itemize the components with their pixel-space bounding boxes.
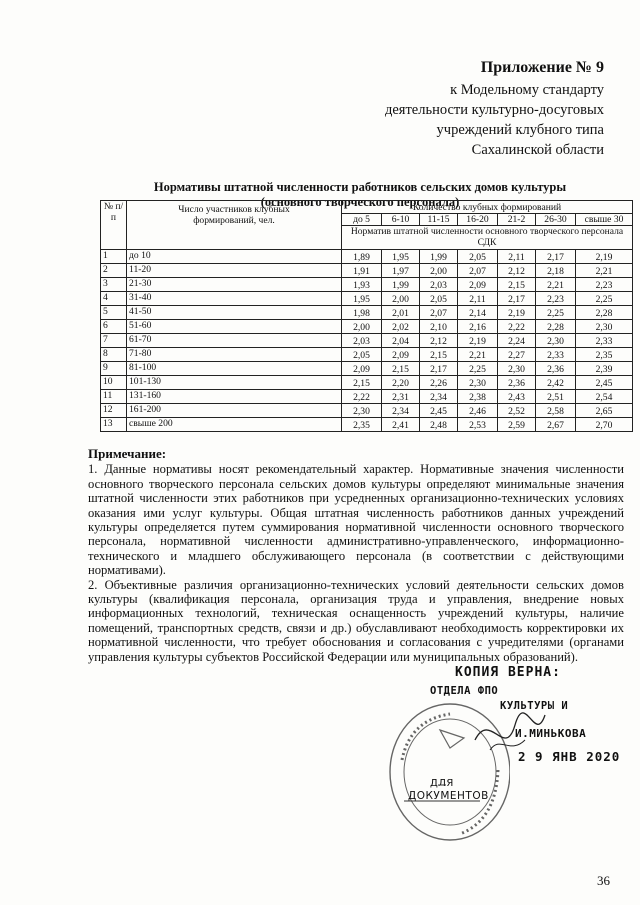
norm-value-cell: 2,00 xyxy=(420,264,458,278)
norm-value-cell: 2,25 xyxy=(536,306,576,320)
sub-header-cell: 26-30 xyxy=(536,214,576,226)
table-row xyxy=(101,362,633,376)
appendix-title: Приложение № 9 xyxy=(480,59,604,76)
row-number: 10 xyxy=(101,376,127,390)
norm-value-cell: 2,36 xyxy=(536,362,576,376)
norm-value-cell: 2,67 xyxy=(536,418,576,432)
table-row xyxy=(101,306,633,320)
table-row xyxy=(101,320,633,334)
norms-table xyxy=(100,200,633,432)
date-stamp: 2 9 ЯНВ 2020 xyxy=(518,749,621,764)
norm-value-cell: 2,15 xyxy=(420,348,458,362)
norm-value-cell: 2,20 xyxy=(382,376,420,390)
row-participants-range: 71-80 xyxy=(127,348,342,362)
sub-header-cell: 11-15 xyxy=(420,214,458,226)
row-number: 3 xyxy=(101,278,127,292)
norm-value-cell: 2,45 xyxy=(420,404,458,418)
stamp-signer: И.МИНЬКОВА xyxy=(515,727,587,740)
norm-value-cell: 2,09 xyxy=(342,362,382,376)
norm-value-cell: 1,93 xyxy=(342,278,382,292)
norm-value-cell: 2,33 xyxy=(576,334,633,348)
table-row xyxy=(101,250,633,264)
norm-value-cell: 2,11 xyxy=(498,250,536,264)
norm-value-cell: 2,00 xyxy=(382,292,420,306)
stamp-culture-line: КУЛЬТУРЫ И xyxy=(500,700,569,712)
row-number: 12 xyxy=(101,404,127,418)
row-number: 2 xyxy=(101,264,127,278)
norm-value-cell: 2,26 xyxy=(420,376,458,390)
norm-value-cell: 2,25 xyxy=(576,292,633,306)
norm-value-cell: 2,03 xyxy=(420,278,458,292)
notes-section xyxy=(88,447,624,664)
norm-value-cell: 2,34 xyxy=(420,390,458,404)
norm-value-cell: 2,09 xyxy=(382,348,420,362)
norm-value-cell: 2,59 xyxy=(498,418,536,432)
norm-value-cell: 2,58 xyxy=(536,404,576,418)
norm-value-cell: 2,27 xyxy=(498,348,536,362)
header-club-groups: Количество клубных формирований xyxy=(342,201,633,214)
norm-value-cell: 2,36 xyxy=(498,376,536,390)
norm-value-cell: 1,99 xyxy=(420,250,458,264)
norm-value-cell: 1,98 xyxy=(342,306,382,320)
row-participants-range: 11-20 xyxy=(127,264,342,278)
row-participants-range: 31-40 xyxy=(127,292,342,306)
sub-header-cell: 6-10 xyxy=(382,214,420,226)
norm-value-cell: 2,07 xyxy=(420,306,458,320)
norm-value-cell: 2,23 xyxy=(536,292,576,306)
norm-value-cell: 2,19 xyxy=(576,250,633,264)
sub-header-cell: 21-2 xyxy=(498,214,536,226)
norm-value-cell: 2,35 xyxy=(342,418,382,432)
row-number: 11 xyxy=(101,390,127,404)
norm-value-cell: 2,19 xyxy=(458,334,498,348)
header-norm: Норматив штатной численности основного творческого персонала СДК xyxy=(342,226,633,250)
norm-value-cell: 2,38 xyxy=(458,390,498,404)
norm-value-cell: 2,15 xyxy=(342,376,382,390)
norm-value-cell: 2,34 xyxy=(382,404,420,418)
norm-value-cell: 2,18 xyxy=(536,264,576,278)
norm-value-cell: 1,89 xyxy=(342,250,382,264)
note-paragraph-2: 2. Объективные различия организационно-технических условий деятельности сельских домов культуры (квалификация персонала, организация труда и управления, внедрение новых информационных технологий, техническая оснащенность учреждений культуры, наличие помещений, транспортных средств, связи и др.) обуславливают необходимость корректировки их нормативной численности, что требует обоснования и согласования с учредителями (органами управления культуры субъектов Российской Федерации или муниципальных образований). xyxy=(88,577,624,664)
norm-value-cell: 2,31 xyxy=(382,390,420,404)
row-number: 8 xyxy=(101,348,127,362)
row-number: 4 xyxy=(101,292,127,306)
norm-value-cell: 2,00 xyxy=(342,320,382,334)
norm-value-cell: 2,21 xyxy=(458,348,498,362)
norm-value-cell: 2,70 xyxy=(576,418,633,432)
sub-header-cell: 16-20 xyxy=(458,214,498,226)
row-number: 1 xyxy=(101,250,127,264)
norm-value-cell: 2,19 xyxy=(498,306,536,320)
norm-value-cell: 2,51 xyxy=(536,390,576,404)
notes-heading: Примечание: xyxy=(88,446,167,461)
norm-value-cell: 2,30 xyxy=(458,376,498,390)
page-number: 36 xyxy=(597,873,610,888)
copy-true-stamp: КОПИЯ ВЕРНА: xyxy=(455,665,561,680)
row-participants-range: 81-100 xyxy=(127,362,342,376)
norm-value-cell: 2,24 xyxy=(498,334,536,348)
row-number: 9 xyxy=(101,362,127,376)
norm-value-cell: 2,12 xyxy=(498,264,536,278)
norm-value-cell: 2,23 xyxy=(576,278,633,292)
row-participants-range: до 10 xyxy=(127,250,342,264)
table-row xyxy=(101,348,633,362)
sub-header-cell: свыше 30 xyxy=(576,214,633,226)
norm-value-cell: 2,22 xyxy=(342,390,382,404)
row-participants-range: свыше 200 xyxy=(127,418,342,432)
norm-value-cell: 2,02 xyxy=(382,320,420,334)
norm-value-cell: 2,07 xyxy=(458,264,498,278)
norm-value-cell: 2,42 xyxy=(536,376,576,390)
norm-value-cell: 2,46 xyxy=(458,404,498,418)
table-title-line-1: Нормативы штатной численности работников сельских домов культуры xyxy=(153,180,567,194)
norm-value-cell: 2,01 xyxy=(382,306,420,320)
row-participants-range: 161-200 xyxy=(127,404,342,418)
norm-value-cell: 2,30 xyxy=(342,404,382,418)
norm-value-cell: 2,15 xyxy=(498,278,536,292)
note-paragraph-1: 1. Данные нормативы носят рекомендательный характер. Нормативные значения численности основного творческого персонала сельских домов культуры определяют минимальные значения штатной численности этих работников при усредненных организационно-технических условиях оказания ими услуг культуры. Общая штатная численность работников данных учреждений культуры определяется путем суммирования нормативной численности основного творческого персонала, нормативной численности административно-управленческого, информационно-технического и младшего обслуживающего персонала (в соответствии с действующими нормативами). xyxy=(88,462,624,578)
appendix-line-1: к Модельному стандарту xyxy=(450,82,604,98)
norm-value-cell: 2,10 xyxy=(420,320,458,334)
norm-value-cell: 2,05 xyxy=(458,250,498,264)
row-number: 5 xyxy=(101,306,127,320)
row-participants-range: 41-50 xyxy=(127,306,342,320)
norm-value-cell: 2,54 xyxy=(576,390,633,404)
row-number: 7 xyxy=(101,334,127,348)
norm-value-cell: 2,14 xyxy=(458,306,498,320)
norm-value-cell: 2,45 xyxy=(576,376,633,390)
norm-value-cell: 2,39 xyxy=(576,362,633,376)
table-row xyxy=(101,264,633,278)
norm-value-cell: 2,21 xyxy=(536,278,576,292)
table-row xyxy=(101,292,633,306)
norm-value-cell: 2,21 xyxy=(576,264,633,278)
table-row xyxy=(101,376,633,390)
norm-value-cell: 2,11 xyxy=(458,292,498,306)
appendix-line-2: деятельности культурно-досуговых xyxy=(384,102,604,118)
norm-value-cell: 2,17 xyxy=(536,250,576,264)
norm-value-cell: 2,28 xyxy=(576,306,633,320)
seal-word-2: ДОКУМЕНТОВ xyxy=(408,790,489,802)
row-participants-range: 51-60 xyxy=(127,320,342,334)
row-participants-range: 21-30 xyxy=(127,278,342,292)
norm-value-cell: 2,43 xyxy=(498,390,536,404)
appendix-line-3: учреждений клубного типа xyxy=(436,122,604,138)
norm-value-cell: 1,91 xyxy=(342,264,382,278)
appendix-header xyxy=(284,58,604,160)
norm-value-cell: 2,41 xyxy=(382,418,420,432)
table-row xyxy=(101,278,633,292)
norm-value-cell: 2,04 xyxy=(382,334,420,348)
norm-value-cell: 2,35 xyxy=(576,348,633,362)
norm-value-cell: 2,25 xyxy=(458,362,498,376)
sub-header-cell: до 5 xyxy=(342,214,382,226)
norm-value-cell: 1,99 xyxy=(382,278,420,292)
row-number: 13 xyxy=(101,418,127,432)
norm-value-cell: 2,48 xyxy=(420,418,458,432)
header-participants: Число участников клубных формирований, чел. xyxy=(127,201,342,250)
norm-value-cell: 1,97 xyxy=(382,264,420,278)
norm-value-cell: 2,30 xyxy=(498,362,536,376)
norm-value-cell: 2,30 xyxy=(576,320,633,334)
norm-value-cell: 2,12 xyxy=(420,334,458,348)
norm-value-cell: 2,52 xyxy=(498,404,536,418)
table-row xyxy=(101,390,633,404)
norm-value-cell: 2,15 xyxy=(382,362,420,376)
norm-value-cell: 2,17 xyxy=(420,362,458,376)
norm-value-cell: 2,05 xyxy=(420,292,458,306)
appendix-line-4: Сахалинской области xyxy=(471,142,604,158)
stamp-department-line: ОТДЕЛА ФПО xyxy=(430,685,499,697)
table-title-line-2: (основного творческого персонала) xyxy=(260,195,460,209)
seal-label-box xyxy=(402,783,482,805)
table-row xyxy=(101,404,633,418)
row-participants-range: 61-70 xyxy=(127,334,342,348)
norm-value-cell: 2,22 xyxy=(498,320,536,334)
norm-value-cell: 2,17 xyxy=(498,292,536,306)
row-participants-range: 101-130 xyxy=(127,376,342,390)
norm-value-cell: 2,28 xyxy=(536,320,576,334)
row-number: 6 xyxy=(101,320,127,334)
seal-word-1: ДЛЯ xyxy=(430,778,454,789)
norm-value-cell: 1,95 xyxy=(342,292,382,306)
norm-value-cell: 1,95 xyxy=(382,250,420,264)
norm-value-cell: 2,05 xyxy=(342,348,382,362)
row-participants-range: 131-160 xyxy=(127,390,342,404)
norm-value-cell: 2,16 xyxy=(458,320,498,334)
table-row xyxy=(101,418,633,432)
norm-value-cell: 2,09 xyxy=(458,278,498,292)
header-number: № п/п xyxy=(101,201,127,250)
norm-value-cell: 2,30 xyxy=(536,334,576,348)
norm-value-cell: 2,03 xyxy=(342,334,382,348)
norm-value-cell: 2,65 xyxy=(576,404,633,418)
table-row xyxy=(101,334,633,348)
norm-value-cell: 2,33 xyxy=(536,348,576,362)
norm-value-cell: 2,53 xyxy=(458,418,498,432)
